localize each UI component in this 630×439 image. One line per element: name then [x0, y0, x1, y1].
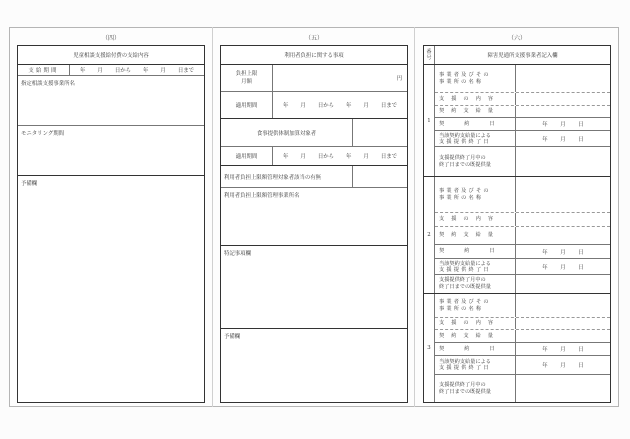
- business-name-row: [435, 177, 610, 213]
- business-name-field[interactable]: [516, 294, 610, 317]
- special-notes-label: 特記事項欄: [224, 251, 251, 257]
- label-line: 支援提供終了月中の: [439, 277, 486, 283]
- provided-amount-field[interactable]: [516, 375, 610, 402]
- support-content-row: [435, 93, 610, 106]
- entry-block-1: [424, 65, 610, 177]
- end-date-row: [435, 356, 610, 375]
- contract-amount-row: [435, 227, 610, 245]
- burden-cap-label-line: 月額: [241, 79, 252, 85]
- applicable-period-2-field[interactable]: [273, 147, 407, 165]
- designated-office-field[interactable]: [18, 76, 204, 126]
- date-unit: 日から: [317, 103, 334, 109]
- contract-amount-label: 契約支給量: [435, 106, 516, 117]
- contract-date-label: 契約日: [435, 118, 516, 130]
- entry-block-2: [424, 177, 610, 294]
- support-content-field[interactable]: [516, 213, 610, 226]
- date-unit: 月: [560, 347, 566, 353]
- contract-amount-field[interactable]: [516, 106, 610, 117]
- label-line: 当該契約支給量による: [439, 359, 491, 365]
- provided-amount-field[interactable]: [516, 275, 610, 293]
- provided-amount-field[interactable]: [516, 147, 610, 176]
- date-unit: 月: [560, 122, 566, 128]
- end-date-label: [435, 131, 516, 146]
- date-unit: 日まで: [380, 154, 397, 160]
- cap-management-field[interactable]: [353, 166, 407, 187]
- date-unit: 年: [346, 154, 352, 160]
- date-unit: 年: [143, 68, 149, 74]
- burden-cap-row: [221, 65, 407, 92]
- number-header-char: 号: [426, 55, 432, 61]
- date-unit: 日: [578, 347, 584, 353]
- label-line: 支援提供終了月中の: [439, 381, 486, 388]
- date-unit: 月: [300, 154, 306, 160]
- provided-amount-label: [435, 275, 516, 293]
- number-header-char: 番: [426, 49, 432, 55]
- date-unit: 月: [97, 68, 103, 74]
- date-unit: 年: [283, 154, 289, 160]
- provided-amount-row: [435, 275, 610, 293]
- label-line: 当該契約支給量による: [439, 260, 491, 267]
- section-six-table: [423, 45, 611, 403]
- entry-number: 3: [424, 294, 435, 402]
- contract-amount-field[interactable]: [516, 330, 610, 342]
- business-name-label: [435, 65, 516, 92]
- business-name-label: [435, 177, 516, 212]
- applicable-period-field[interactable]: [273, 92, 407, 118]
- end-date-field[interactable]: [516, 259, 610, 274]
- label-line: 支援提供終了日: [439, 266, 491, 273]
- date-unit: 月: [363, 103, 369, 109]
- date-unit: 月: [560, 363, 566, 369]
- business-name-field[interactable]: [516, 177, 610, 212]
- column-divider: [212, 27, 213, 407]
- applicable-period-label: 適用期間: [221, 92, 273, 118]
- support-content-row: [435, 213, 610, 227]
- date-unit: 年: [80, 68, 86, 74]
- section-five-header-row: [221, 46, 407, 65]
- column-divider: [414, 27, 415, 407]
- number-header: [424, 46, 435, 64]
- cap-management-row: [221, 166, 407, 188]
- end-date-field[interactable]: [516, 131, 610, 146]
- support-content-label: 支援の内容: [435, 213, 516, 226]
- date-unit: 日: [578, 122, 584, 128]
- contract-amount-label: 契約支給量: [435, 227, 516, 244]
- notes-field[interactable]: [221, 329, 407, 402]
- notes-label: 予備欄: [224, 334, 241, 340]
- label-line: 当該契約支給量による: [439, 132, 491, 139]
- date-unit: 日から: [317, 154, 334, 160]
- label-line: 事業者及びその: [439, 71, 491, 78]
- end-date-row: [435, 131, 610, 147]
- entry-number: 2: [424, 177, 435, 293]
- date-unit: 年: [283, 103, 289, 109]
- contract-amount-field[interactable]: [516, 227, 610, 244]
- date-unit: 日: [578, 264, 584, 271]
- label-line: 支援提供終了日: [439, 138, 491, 145]
- label-line: 事業者及びその: [439, 298, 491, 305]
- cap-office-field[interactable]: [221, 188, 407, 246]
- end-date-label: [435, 259, 516, 274]
- entry-number: 1: [424, 65, 435, 176]
- business-name-row: [435, 294, 610, 318]
- notes-label: 予備欄: [21, 181, 38, 187]
- label-line: 事業所の名称: [439, 78, 484, 85]
- applicable-period-2-row: [221, 147, 407, 166]
- contract-amount-row: [435, 330, 610, 343]
- date-unit: 月: [560, 136, 566, 143]
- end-date-label: [435, 356, 516, 374]
- burden-cap-label-line: 負担上限: [235, 71, 258, 77]
- contract-date-field[interactable]: [516, 343, 610, 355]
- contract-date-row: [435, 118, 610, 131]
- date-unit: 日から: [114, 68, 131, 74]
- section-six-header-row: [424, 46, 610, 65]
- section-four-header-row: [18, 46, 204, 65]
- business-name-row: [435, 65, 610, 93]
- meal-addition-field[interactable]: [353, 119, 407, 146]
- meal-addition-row: [221, 119, 407, 147]
- entry-block-3: [424, 294, 610, 402]
- support-content-field[interactable]: [516, 318, 610, 329]
- applicable-period-2-label: 適用期間: [221, 147, 273, 165]
- section-five-header: 利用者負担に関する事項: [284, 53, 344, 59]
- support-content-field[interactable]: [516, 93, 610, 105]
- label-line: 事業所の名称: [439, 305, 484, 312]
- section-four-marker: （四）: [101, 35, 120, 42]
- special-notes-field[interactable]: [221, 246, 407, 329]
- designated-office-label: 指定相談支援事業所名: [21, 81, 75, 87]
- provided-amount-row: [435, 147, 610, 176]
- support-content-label: 支援の内容: [435, 93, 516, 105]
- date-unit: 月: [300, 103, 306, 109]
- date-unit: 年: [542, 136, 548, 143]
- date-unit: 年: [542, 249, 548, 256]
- support-content-row: [435, 318, 610, 330]
- payment-period-field[interactable]: [70, 65, 204, 75]
- burden-cap-label: [221, 65, 273, 91]
- business-name-field[interactable]: [516, 65, 610, 92]
- date-unit: 日まで: [177, 68, 194, 74]
- contract-date-field[interactable]: [516, 118, 610, 130]
- notes-field[interactable]: [18, 176, 204, 402]
- date-unit: 年: [542, 122, 548, 128]
- yen-unit: 円: [396, 76, 402, 82]
- contract-date-row: [435, 245, 610, 259]
- section-five-table: [220, 45, 408, 403]
- cap-office-label: 利用者負担上限額管理事業所名: [224, 193, 300, 199]
- burden-cap-field[interactable]: [273, 65, 407, 91]
- date-unit: 月: [560, 249, 566, 256]
- support-content-label: 支援の内容: [435, 318, 516, 329]
- provided-amount-label: [435, 147, 516, 176]
- date-unit: 年: [346, 103, 352, 109]
- date-unit: 年: [542, 347, 548, 353]
- end-date-field[interactable]: [516, 356, 610, 374]
- payment-period-row: [18, 65, 204, 76]
- date-unit: 月: [160, 68, 166, 74]
- contract-amount-row: [435, 106, 610, 118]
- section-five-marker: （五）: [304, 35, 323, 42]
- monitoring-field[interactable]: [18, 126, 204, 176]
- contract-date-row: [435, 343, 610, 356]
- label-line: 支援提供終了月中の: [439, 154, 486, 161]
- date-unit: 日まで: [380, 103, 397, 109]
- label-line: 事業所の名称: [439, 194, 484, 201]
- label-line: 終了日までの既提供量: [439, 388, 491, 395]
- end-date-row: [435, 259, 610, 275]
- meal-addition-label: 食事提供体制加算対象者: [221, 119, 353, 146]
- label-line: 支援提供終了日: [439, 365, 491, 371]
- cap-management-label: 利用者負担上限額管理対象者該当の有無: [221, 166, 353, 187]
- provided-amount-label: [435, 375, 516, 402]
- monitoring-label: モニタリング期間: [21, 131, 65, 137]
- contract-date-label: 契約日: [435, 343, 516, 355]
- contract-date-label: 契約日: [435, 245, 516, 258]
- business-name-label: [435, 294, 516, 317]
- date-unit: 日: [578, 136, 584, 143]
- contract-date-field[interactable]: [516, 245, 610, 258]
- date-unit: 年: [542, 264, 548, 271]
- contract-amount-label: 契約支給量: [435, 330, 516, 342]
- section-six-marker: （六）: [507, 35, 526, 42]
- date-unit: 月: [560, 264, 566, 271]
- date-unit: 年: [542, 363, 548, 369]
- provided-amount-row: [435, 375, 610, 402]
- date-unit: 月: [363, 154, 369, 160]
- section-four-header: 児童相談支援給付費の支給内容: [73, 53, 149, 59]
- date-unit: 日: [578, 363, 584, 369]
- payment-period-label: 支給期間: [18, 65, 70, 75]
- label-line: 終了日までの既提供量: [439, 161, 491, 168]
- label-line: 終了日までの既提供量: [439, 284, 491, 290]
- applicable-period-row: [221, 92, 407, 119]
- section-four-table: [17, 45, 205, 403]
- section-six-header: 障害児通所支援事業者記入欄: [487, 53, 558, 59]
- label-line: 事業者及びその: [439, 187, 491, 194]
- date-unit: 日: [578, 249, 584, 256]
